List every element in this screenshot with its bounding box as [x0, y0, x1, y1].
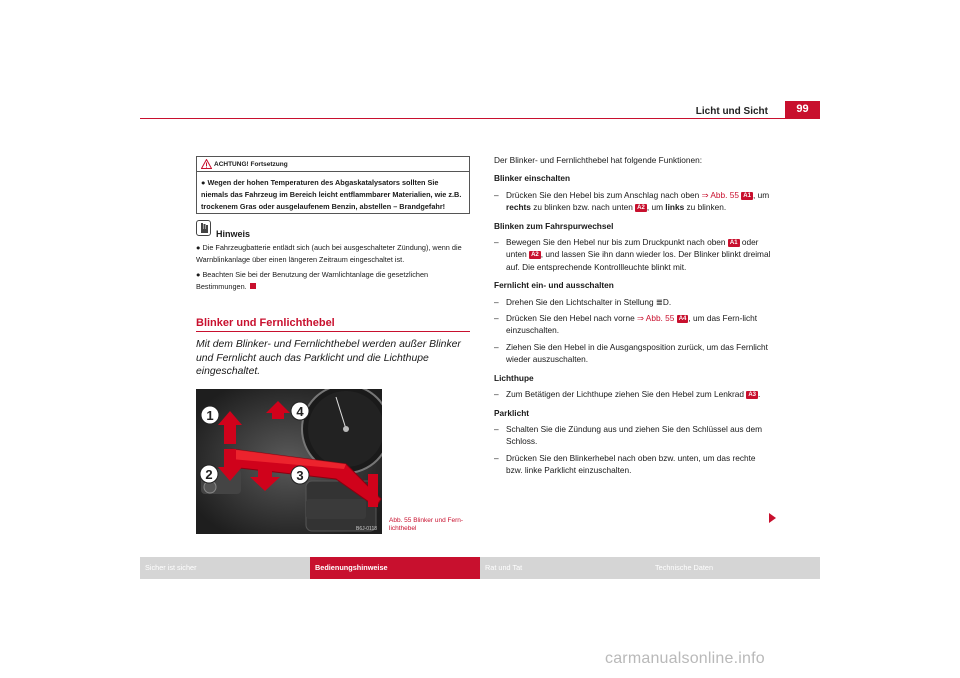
- callout-badge: A1: [729, 239, 738, 246]
- figure-reference-link[interactable]: ⇒ Abb. 55: [637, 313, 675, 324]
- footer-nav: [140, 557, 820, 579]
- section-rule: [196, 331, 470, 332]
- header-rule: [140, 118, 820, 119]
- list-item: – Drücken Sie den Hebel nach vorne ⇒ Abb. 55 A4 , um das Fern-licht einzuschalten.: [494, 312, 774, 337]
- list-item: – Schalten Sie die Zündung aus und ziehen Sie den Schlüssel aus dem Schloss.: [494, 423, 774, 448]
- figure-code: B6J-0118: [356, 526, 378, 532]
- section-intro: Mit dem Blinker- und Fernlichthebel werden außer Blinker und Fernlicht auch das Parklicht und die Lichthupe eingeschaltet.: [196, 339, 461, 378]
- heading-high-beam: Fernlicht ein- und ausschalten: [494, 280, 614, 291]
- tab-bedienungshinweise[interactable]: Bedienungshinweise: [310, 557, 480, 579]
- note-hand-icon: [197, 221, 210, 235]
- lever-illustration: [196, 389, 382, 534]
- bullet-icon: ●: [201, 178, 206, 187]
- callout-2: 2: [205, 467, 213, 482]
- warning-box: [196, 156, 470, 214]
- note-title: Hinweis: [216, 229, 251, 239]
- note-icon: [196, 220, 211, 236]
- callout-3: 3: [296, 468, 304, 483]
- note-item: ● Die Fahrzeugbatterie entlädt sich (auch bei ausgeschalteter Zündung), wenn die Warnblinkanlage über einen längeren Zeitraum eingeschaltet ist.: [196, 243, 462, 264]
- list-item: – Zum Betätigen der Lichthupe ziehen Sie den Hebel zum Lenkrad A3 .: [494, 388, 774, 400]
- warning-text-block: [197, 177, 469, 213]
- heading-flash: Lichthupe: [494, 372, 534, 383]
- chapter-title: Licht und Sicht: [695, 106, 768, 117]
- tab-technische-daten[interactable]: Technische Daten: [655, 563, 714, 572]
- next-page-arrow-icon[interactable]: [769, 513, 776, 523]
- list-item: – Drücken Sie den Hebel bis zum Anschlag nach oben ⇒ Abb. 55 A1 , um rechts zu blinken bzw. nach unten A2 , um links zu blinken.: [494, 189, 774, 214]
- callout-badge: A1: [743, 192, 751, 199]
- page-number: 99: [785, 101, 820, 118]
- tab-rat-und-tat[interactable]: Rat und Tat: [485, 563, 523, 572]
- heading-parking-light: Parklicht: [494, 407, 530, 418]
- bullet-icon: ●: [196, 243, 203, 252]
- warning-triangle-icon: [201, 159, 212, 169]
- callout-badge: A4: [678, 315, 687, 322]
- callout-badge: A2: [531, 252, 539, 259]
- callout-4: 4: [296, 404, 304, 419]
- tab-sicher-ist-sicher[interactable]: Sicher ist sicher: [145, 563, 197, 572]
- end-marker-icon: [250, 283, 256, 289]
- callout-badge: A2: [637, 205, 645, 212]
- note-list: [196, 242, 474, 296]
- warning-header: [197, 157, 469, 172]
- warning-title: ACHTUNG! Fortsetzung: [214, 161, 288, 168]
- section-title: Blinker und Fernlichthebel: [196, 317, 335, 329]
- note-item: ● Beachten Sie bei der Benutzung der Warnlichtanlage die gesetzlichen Bestimmungen.: [196, 270, 429, 291]
- high-beam-icon: ≣D.: [655, 296, 672, 307]
- heading-blinker: Blinker einschalten: [494, 173, 571, 184]
- watermark: carmanualsonline.info: [605, 650, 765, 667]
- callout-1: 1: [206, 408, 214, 423]
- figure-lever-photo: [196, 389, 382, 534]
- callout-badge: A3: [748, 391, 756, 398]
- warning-text: Wegen der hohen Temperaturen des Abgaskatalysators sollten Sie niemals das Fahrzeug im Bereich leicht entflammbarer Materialien, wie z.B. trockenem Gras oder ausgelaufenem Benzin, abstellen – Brandgefahr!: [201, 178, 462, 211]
- bullet-icon: ●: [196, 270, 203, 279]
- list-item: – Bewegen Sie den Hebel nur bis zum Druckpunkt nach oben A1 oder unten A2 , und lassen Sie ihn dann wieder los. Der Blinker blinkt dreimal auf. Die entsprechende Kontrollleuchte blinkt mit.: [494, 236, 774, 273]
- list-item: – Drücken Sie den Blinkerhebel nach oben bzw. unten, um das rechte bzw. linke Parklicht einzuschalten.: [494, 452, 774, 477]
- figure-caption: Abb. 55 Blinker und Fern-lichthebel: [389, 517, 464, 532]
- right-column: [494, 154, 774, 477]
- list-item: – Ziehen Sie den Hebel in die Ausgangsposition zurück, um das Fernlicht wieder auszuschalten.: [494, 341, 774, 366]
- heading-lane-change: Blinken zum Fahrspurwechsel: [494, 220, 614, 231]
- figure-reference-link[interactable]: ⇒ Abb. 55: [701, 189, 739, 200]
- list-item: – Drehen Sie den Lichtschalter in Stellung ≣D.: [494, 296, 774, 308]
- functions-intro: Der Blinker- und Fernlichthebel hat folgende Funktionen:: [494, 155, 703, 165]
